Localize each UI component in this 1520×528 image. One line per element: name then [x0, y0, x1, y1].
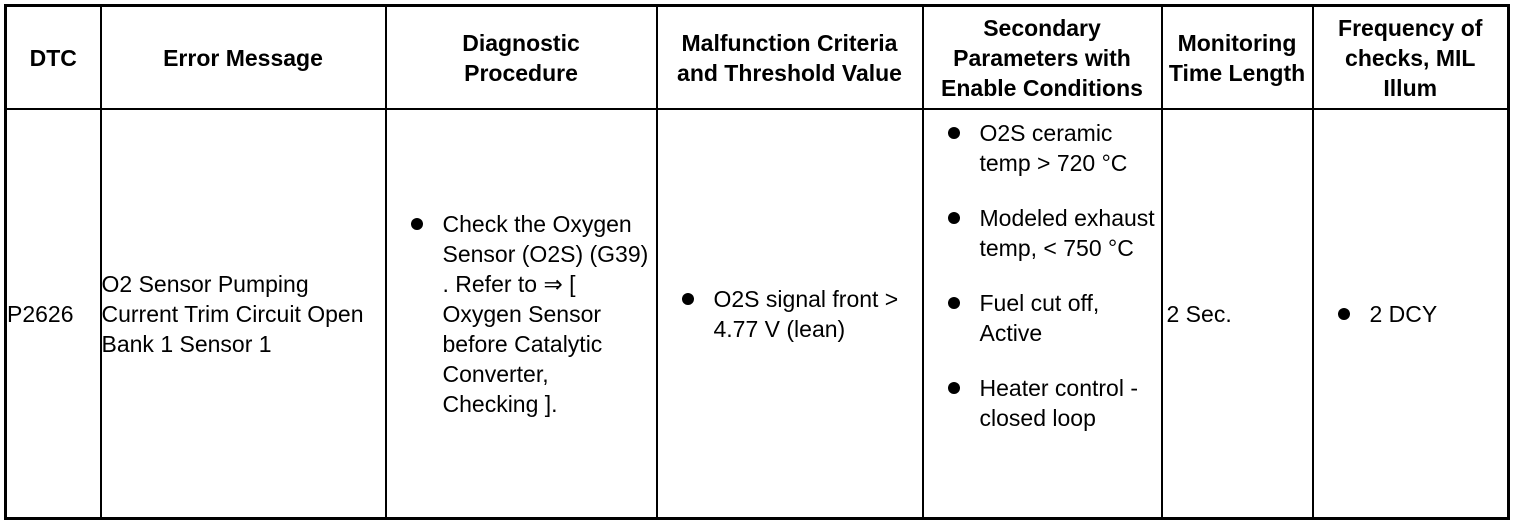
- dtc-document: [4, 4, 1507, 520]
- dtc-code: P2626: [6, 109, 101, 519]
- list-item: [924, 288, 1161, 348]
- monitoring-time: 2 Sec.: [1162, 109, 1313, 519]
- header-diagnostic-procedure: Diagnostic Procedure: [386, 6, 657, 110]
- table-row: [6, 109, 1509, 519]
- bullet-icon: [948, 382, 960, 394]
- error-message: O2 Sensor Pumping Current Trim Circuit Open Bank 1 Sensor 1: [101, 109, 386, 519]
- header-dtc: DTC: [6, 6, 101, 110]
- malfunction-criteria: [657, 109, 923, 519]
- condition-text: O2S ceramic temp > 720 °C: [979, 120, 1128, 176]
- list-item: [924, 203, 1161, 263]
- list-item: [924, 373, 1161, 433]
- enable-conditions: [923, 109, 1162, 519]
- frequency: [1313, 109, 1509, 519]
- criteria-text: O2S signal front > 4.77 V (lean): [713, 285, 899, 342]
- condition-text: Modeled exhaust temp, < 750 °C: [979, 205, 1155, 261]
- bullet-icon: [682, 293, 694, 305]
- list-item: [924, 118, 1161, 178]
- list-item: [658, 284, 922, 344]
- list-item: [387, 209, 656, 419]
- procedure-text: Check the Oxygen Sensor (O2S) (G39) . Refer to ⇒ [ Oxygen Sensor before Catalytic Converter, Checking ].: [442, 210, 649, 417]
- bullet-icon: [948, 297, 960, 309]
- header-enable-conditions: Secondary Parameters with Enable Conditions: [923, 6, 1162, 110]
- header-error-message: Error Message: [101, 6, 386, 110]
- header-monitoring-time: Monitoring Time Length: [1162, 6, 1313, 110]
- bullet-icon: [1338, 308, 1350, 320]
- header-malfunction-criteria: Malfunction Criteria and Threshold Value: [657, 6, 923, 110]
- frequency-text: 2 DCY: [1369, 300, 1438, 327]
- bullet-icon: [948, 212, 960, 224]
- condition-text: Heater control - closed loop: [979, 375, 1139, 431]
- diagnostic-procedure: [386, 109, 657, 519]
- condition-text: Fuel cut off, Active: [979, 290, 1100, 346]
- list-item: [1314, 299, 1508, 329]
- header-row: [6, 6, 1509, 110]
- dtc-table: [4, 4, 1510, 520]
- bullet-icon: [948, 127, 960, 139]
- header-frequency: Frequency of checks, MIL Illum: [1313, 6, 1509, 110]
- bullet-icon: [411, 218, 423, 230]
